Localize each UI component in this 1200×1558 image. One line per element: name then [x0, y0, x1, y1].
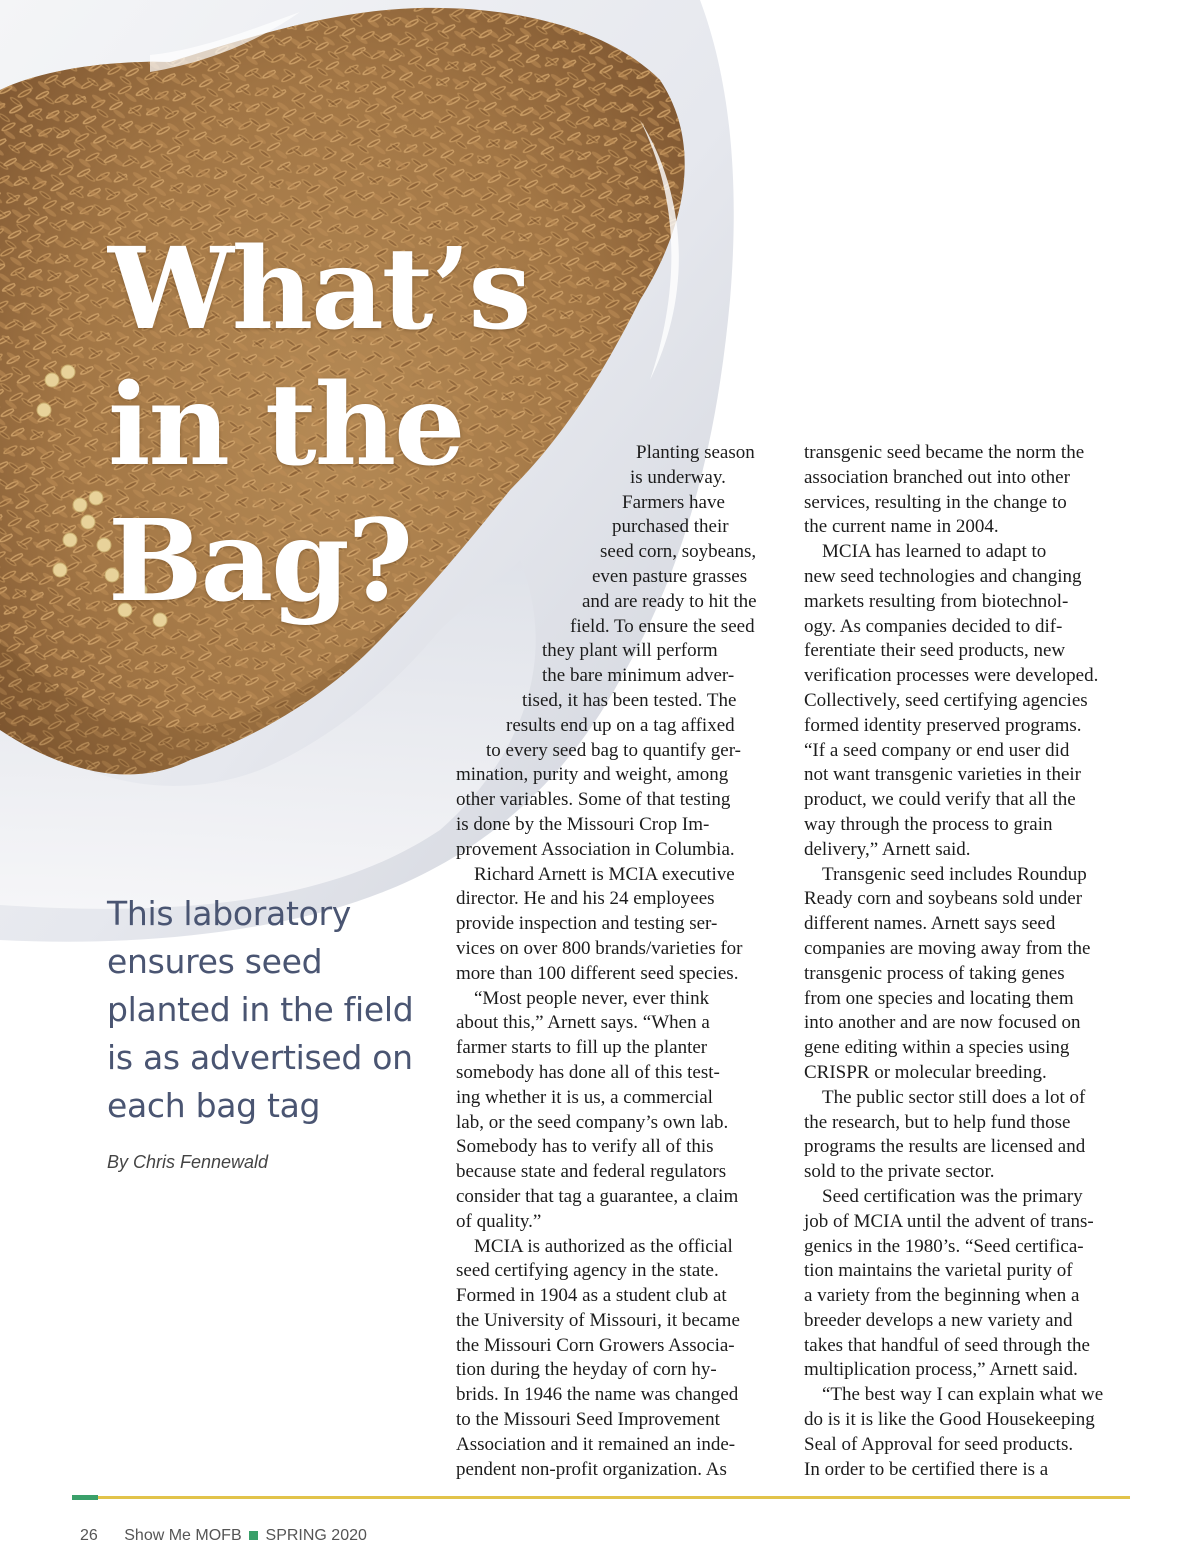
- page-number: 26: [80, 1527, 98, 1544]
- body-line: Farmers have: [622, 491, 725, 513]
- body-line: ferentiate their seed products, new: [804, 640, 1066, 662]
- body-line: Association and it remained an inde-: [456, 1433, 736, 1455]
- body-line: field. To ensure the seed: [570, 615, 755, 637]
- body-line: lab, or the seed company’s own lab.: [456, 1111, 729, 1133]
- publication-name: Show Me MOFB: [124, 1527, 242, 1544]
- body-line: “If a seed company or end user did: [804, 739, 1070, 761]
- body-line: do is it is like the Good Housekeeping: [804, 1409, 1095, 1431]
- body-line: Seal of Approval for seed products.: [804, 1433, 1074, 1455]
- body-line: into another and are now focused on: [804, 1012, 1081, 1034]
- body-line: is underway.: [630, 466, 726, 488]
- page-footer: [80, 1527, 367, 1545]
- body-line: tion maintains the varietal purity of: [804, 1260, 1073, 1282]
- body-line: purchased their: [612, 516, 729, 538]
- body-line: new seed technologies and changing: [804, 565, 1082, 587]
- body-line: Formed in 1904 as a student club at: [456, 1285, 727, 1307]
- body-line: because state and federal regulators: [456, 1161, 727, 1183]
- body-line: association branched out into other: [804, 466, 1070, 488]
- body-line: “The best way I can explain what we: [822, 1384, 1104, 1406]
- body-line: not want transgenic varieties in their: [804, 764, 1081, 786]
- body-column-2: [804, 441, 1134, 1482]
- body-line: different names. Arnett says seed: [804, 913, 1056, 935]
- body-line: CRISPR or molecular breeding.: [804, 1061, 1047, 1083]
- deck-line: planted in the field: [107, 990, 414, 1029]
- deck-line: ensures seed: [107, 942, 323, 981]
- body-line: companies are moving away from the: [804, 937, 1091, 959]
- byline: By Chris Fennewald: [107, 1152, 269, 1172]
- body-line: director. He and his 24 employees: [456, 888, 715, 910]
- body-line: they plant will perform: [542, 640, 718, 662]
- article-deck: [107, 890, 437, 1130]
- square-separator-icon: [249, 1531, 258, 1540]
- deck-line: is as advertised on: [107, 1038, 413, 1077]
- body-line: In order to be certified there is a: [804, 1458, 1049, 1480]
- body-line: brids. In 1946 the name was changed: [456, 1384, 739, 1406]
- body-line: of quality.”: [456, 1210, 542, 1232]
- body-line: pendent non-profit organization. As: [456, 1458, 727, 1480]
- body-line: consider that tag a guarantee, a claim: [456, 1185, 739, 1207]
- body-line: Seed certification was the primary: [822, 1185, 1083, 1207]
- body-line: more than 100 different seed species.: [456, 962, 739, 984]
- body-line: the current name in 2004.: [804, 516, 999, 538]
- body-line: takes that handful of seed through the: [804, 1334, 1090, 1356]
- body-line: mination, purity and weight, among: [456, 764, 729, 786]
- body-line: somebody has done all of this test-: [456, 1061, 720, 1083]
- body-line: provement Association in Columbia.: [456, 838, 735, 860]
- body-line: MCIA is authorized as the official: [474, 1235, 733, 1257]
- body-line: formed identity preserved programs.: [804, 714, 1082, 736]
- body-line: Ready corn and soybeans sold under: [804, 888, 1083, 910]
- body-column-1: [456, 441, 786, 1482]
- body-line: from one species and locating them: [804, 987, 1074, 1009]
- body-line: even pasture grasses: [592, 565, 748, 587]
- body-line: the research, but to help fund those: [804, 1111, 1071, 1133]
- body-line: to the Missouri Seed Improvement: [456, 1409, 720, 1431]
- body-line: and are ready to hit the: [582, 590, 757, 612]
- body-line: the Missouri Corn Growers Associa-: [456, 1334, 735, 1356]
- title-line: in the: [108, 360, 464, 491]
- body-line: to every seed bag to quantify ger-: [486, 739, 741, 761]
- body-line: job of MCIA until the advent of trans-: [804, 1210, 1094, 1232]
- body-line: vices on over 800 brands/varieties for: [456, 937, 743, 959]
- body-line: Collectively, seed certifying agencies: [804, 689, 1088, 711]
- body-line: Transgenic seed includes Roundup: [822, 863, 1087, 885]
- body-line: Richard Arnett is MCIA executive: [474, 863, 735, 885]
- footer-accent-tab: [72, 1495, 98, 1500]
- body-line: genics in the 1980’s. “Seed certifica-: [804, 1235, 1084, 1257]
- body-line: transgenic process of taking genes: [804, 962, 1065, 984]
- body-line: tion during the heyday of corn hy-: [456, 1359, 717, 1381]
- body-line: services, resulting in the change to: [804, 491, 1067, 513]
- body-line: ogy. As companies decided to dif-: [804, 615, 1063, 637]
- body-line: “Most people never, ever think: [474, 987, 710, 1009]
- title-line: What’s: [108, 224, 530, 355]
- body-line: ing whether it is us, a commercial: [456, 1086, 713, 1108]
- issue-label: SPRING 2020: [265, 1527, 367, 1544]
- body-line: a variety from the beginning when a: [804, 1285, 1080, 1307]
- body-line: Planting season: [636, 442, 755, 463]
- body-line: tised, it has been tested. The: [522, 689, 737, 711]
- body-line: breeder develops a new variety and: [804, 1309, 1073, 1331]
- body-line: seed corn, soybeans,: [600, 541, 757, 563]
- body-line: verification processes were developed.: [804, 665, 1099, 687]
- footer-rule: [72, 1496, 1130, 1499]
- body-line: multiplication process,” Arnett said.: [804, 1359, 1078, 1381]
- body-line: The public sector still does a lot of: [822, 1086, 1086, 1108]
- body-line: programs the results are licensed and: [804, 1136, 1086, 1158]
- body-line: way through the process to grain: [804, 813, 1053, 835]
- body-line: product, we could verify that all the: [804, 789, 1076, 811]
- body-line: delivery,” Arnett said.: [804, 838, 971, 860]
- body-line: farmer starts to fill up the planter: [456, 1037, 708, 1059]
- body-line: Somebody has to verify all of this: [456, 1136, 714, 1158]
- body-line: other variables. Some of that testing: [456, 789, 731, 811]
- body-line: about this,” Arnett says. “When a: [456, 1012, 710, 1034]
- body-line: the University of Missouri, it became: [456, 1309, 740, 1331]
- body-line: the bare minimum adver-: [542, 665, 735, 687]
- body-line: seed certifying agency in the state.: [456, 1260, 719, 1282]
- title-line: Bag?: [108, 496, 412, 627]
- body-line: transgenic seed became the norm the: [804, 442, 1085, 463]
- body-line: provide inspection and testing ser-: [456, 913, 718, 935]
- body-line: is done by the Missouri Crop Im-: [456, 813, 710, 835]
- deck-line: This laboratory: [107, 894, 351, 933]
- body-line: sold to the private sector.: [804, 1161, 995, 1183]
- body-line: markets resulting from biotechnol-: [804, 590, 1069, 612]
- body-line: MCIA has learned to adapt to: [822, 541, 1047, 563]
- deck-line: each bag tag: [107, 1086, 321, 1125]
- body-line: gene editing within a species using: [804, 1037, 1070, 1059]
- body-line: results end up on a tag affixed: [506, 714, 735, 736]
